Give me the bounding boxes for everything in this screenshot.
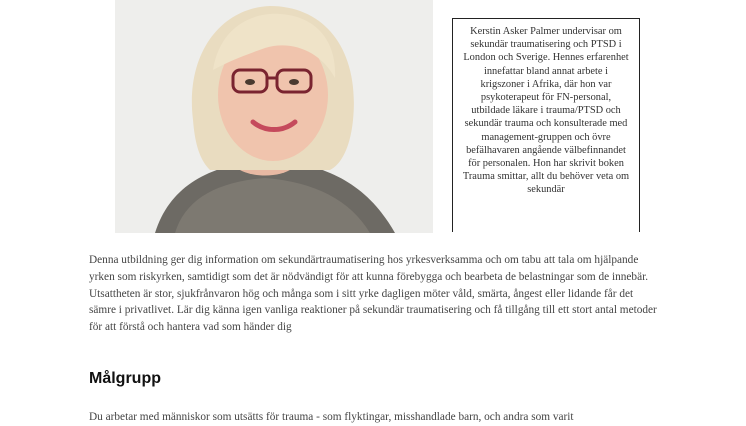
portrait-illustration [115,0,433,233]
target-group-heading: Målgrupp [89,370,161,387]
target-group-paragraph: Du arbetar med människor som utsätts för trauma - som flyktingar, misshandlade barn, och andra som varit [89,411,574,423]
portrait-photo [115,0,433,233]
intro-paragraph: Denna utbildning ger dig information om sekundärtraumatisering hos yrkesverksamma och om tabu att tala om hjälpande yrken som riskyrken, samtidigt som det är nödvändigt för att kunna förebygga och bearbeta de belastningar som de innebär. Utsattheten är stor, sjukfrånvaron hög och många som i sitt yrke dagligen möter våld, smärta, ångest eller lidande får det sämre i privatlivet. Lär dig känna igen vanliga reaktioner på sekundär traumatisering och få tillgång till ett stort antal metoder för att förstå och hantera vad som händer dig [89,254,657,334]
bio-text: Kerstin Asker Palmer undervisar om sekundär traumatisering och PTSD i London och Sverige. Hennes erfarenhet innefattar bland annat arbete i krigszoner i Afrika, där hon var psykoterapeut för FN-personal, utbildade läkare i trauma/PTSD och sekundär trauma och konsulterade med management-gruppen och övre befälhavaren angående välbefinnandet för personalen. Hon har skrivit boken Trauma smittar, allt du behöver veta om sekundär [462,26,630,196]
bio-text-box [452,18,640,232]
